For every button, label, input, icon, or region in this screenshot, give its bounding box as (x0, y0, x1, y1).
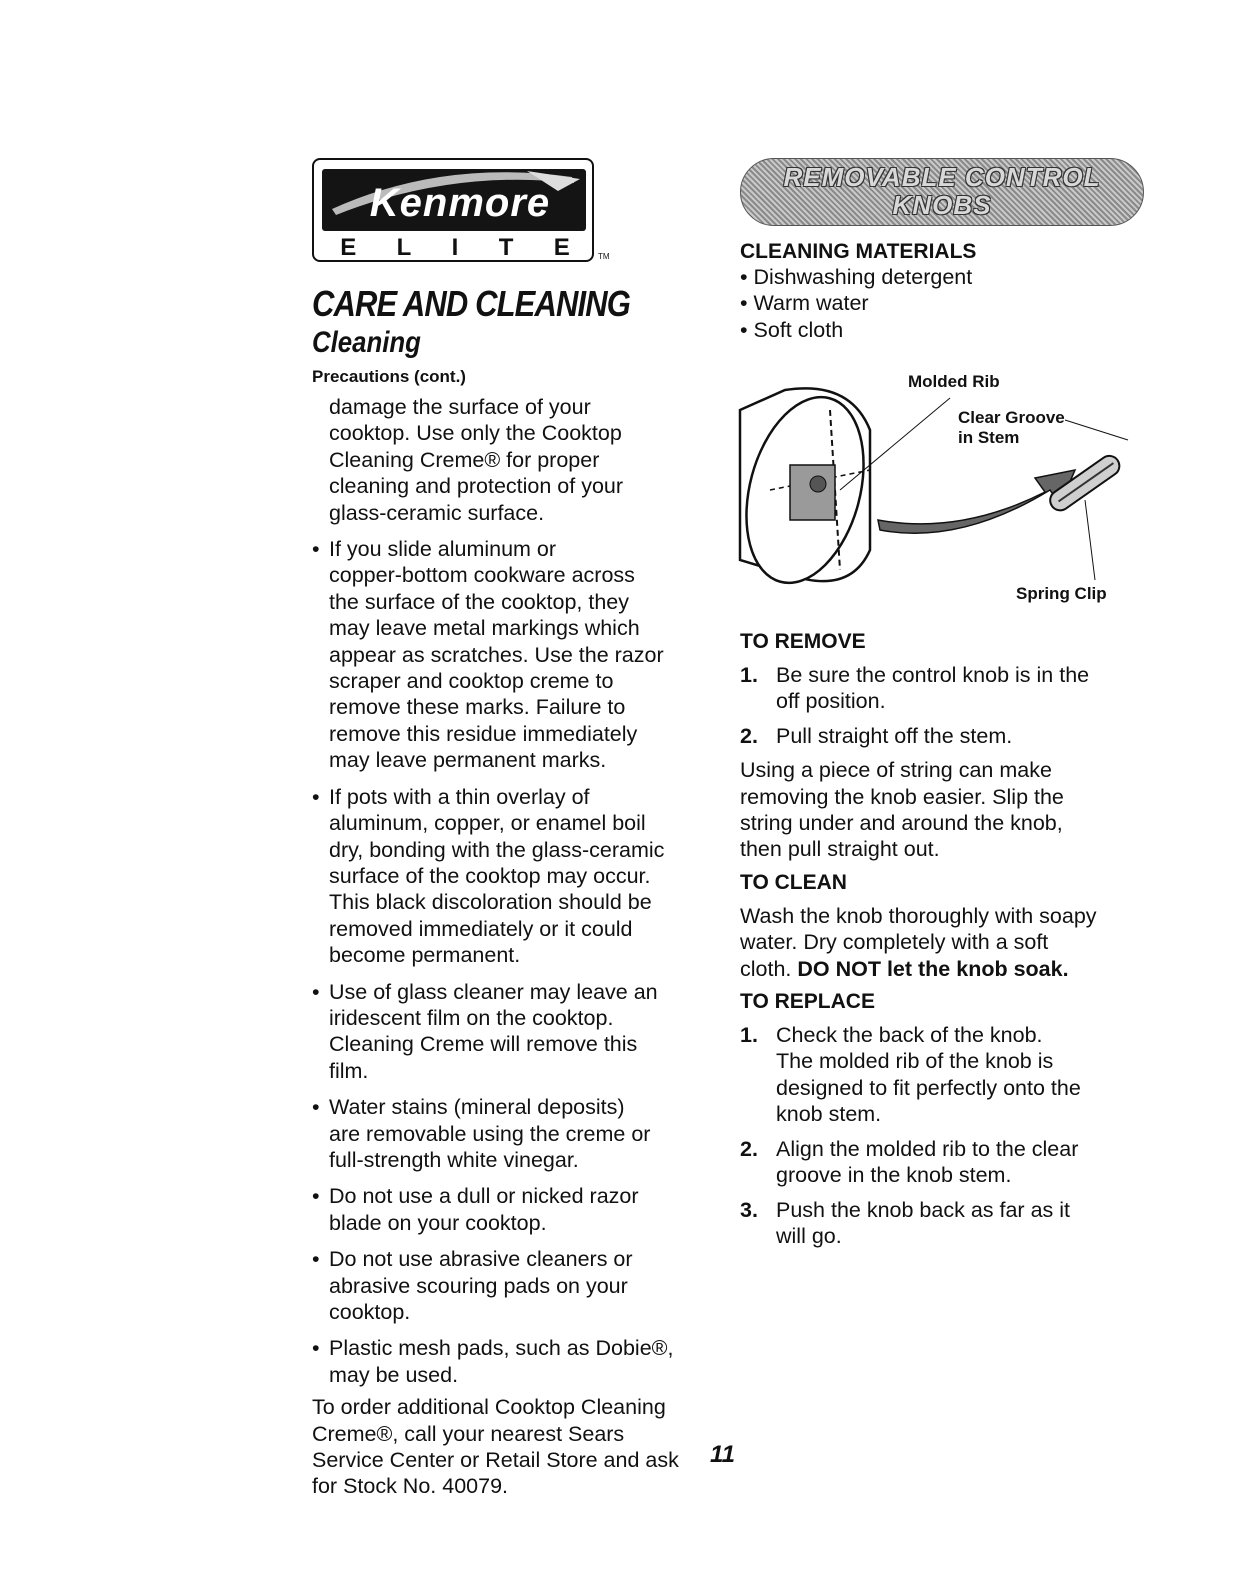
knob-diagram (730, 370, 1130, 610)
banner-title-line: KNOBS (892, 190, 992, 220)
logo-banner (322, 169, 586, 231)
left-column-text (312, 394, 712, 1500)
right-column-instructions (740, 630, 1150, 1249)
replace-step: 3. Push the knob back as far as it will go. (740, 1197, 1070, 1248)
clean-warning: DO NOT let the knob soak. (797, 956, 1069, 981)
section-heading: Precautions (cont.) (312, 367, 466, 386)
elite-letter: E (553, 234, 570, 261)
page-number: 11 (710, 1441, 735, 1468)
kenmore-elite-logo (312, 158, 614, 268)
bullet-dot-icon: • (312, 537, 320, 562)
bullet-dot-icon: • (312, 1095, 320, 1120)
remove-step: 2. Pull straight off the stem. (740, 723, 1013, 748)
elite-letter: E (340, 234, 357, 261)
right-column-top (740, 240, 1150, 343)
clean-heading: TO CLEAN (740, 870, 847, 894)
bullet-item: • If pots with a thin overlay of aluminum, copper, or enamel boil dry, bonding with the glass-ceramic surface of the cooktop may occur. This black discoloration should be removed immediately or it could become permanent. (312, 784, 665, 968)
order-paragraph: To order additional Cooktop Cleaning Creme®, call your nearest Sears Service Center or Retail Store and ask for Stock No. 40079. (312, 1395, 679, 1499)
materials-heading: CLEANING MATERIALS (740, 240, 977, 263)
clear-groove-label-line2: in Stem (958, 428, 1020, 447)
remove-note: Using a piece of string can make removing the knob easier. Slip the string under and around the knob, then pull straight out. (740, 758, 1064, 862)
list-item: • Dishwashing detergent (740, 265, 973, 289)
elite-letter: I (451, 234, 459, 261)
remove-heading: TO REMOVE (740, 630, 866, 653)
bullet-item: • Do not use a dull or nicked razor blade on your cooktop. (312, 1184, 639, 1235)
bullet-dot-icon: • (312, 784, 320, 809)
logo-wordmark: Kenmore (369, 181, 551, 225)
replace-heading: TO REPLACE (740, 990, 875, 1014)
intro-paragraph: damage the surface of your cooktop. Use only the Cooktop Cleaning Creme® for proper cleaning and protection of your glass-ceramic surface. (329, 395, 624, 525)
section-banner (740, 158, 1150, 228)
elite-letter: T (498, 234, 514, 261)
materials-list (740, 264, 1150, 343)
clean-paragraph: Wash the knob thoroughly with soapy water. Dry completely with a soft cloth. DO NOT let the knob soak. (740, 903, 1097, 981)
list-item: • Warm water (740, 291, 869, 316)
bullet-dot-icon: • (312, 979, 320, 1004)
bullet-item: • Use of glass cleaner may leave an iridescent film on the cooktop. Cleaning Creme will remove this film. (312, 979, 658, 1083)
logo-frame (312, 158, 594, 262)
clear-groove-label: Clear Groove (958, 408, 1065, 427)
bullet-item: • Water stains (mineral deposits) are removable using the creme or full-strength white vinegar. (312, 1095, 651, 1172)
bullet-dot-icon: • (312, 1336, 320, 1361)
banner-title-line: REMOVABLE CONTROL (783, 162, 1101, 192)
replace-step: 1. Check the back of the knob. The molded rib of the knob is designed to fit perfectly onto the knob stem. (740, 1023, 1081, 1127)
molded-rib-label: Molded Rib (908, 372, 1000, 391)
list-item: • Soft cloth (740, 317, 844, 342)
bullet-dot-icon: • (312, 1247, 320, 1272)
replace-step: 2. Align the molded rib to the clear groove in the knob stem. (740, 1136, 1079, 1188)
remove-step: 1. Be sure the control knob is in the off position. (740, 663, 1090, 714)
bullet-item: • Plastic mesh pads, such as Dobie®, may be used. (312, 1336, 674, 1387)
page-title: CARE AND CLEANING (312, 283, 630, 324)
knob-illustration (730, 370, 1130, 610)
spring-clip-label: Spring Clip (1016, 584, 1107, 603)
page-subtitle: Cleaning (312, 326, 421, 359)
bullet-item: • If you slide aluminum or copper-bottom cookware across the surface of the cooktop, they may leave metal markings which appear as scratches. Use the razor scraper and cooktop creme to remove these marks. Failure to remove this residue immediately may leave permanent marks. (312, 537, 664, 773)
elite-letter: L (396, 234, 412, 261)
logo-elite-letters (314, 234, 596, 260)
bullet-item: • Do not use abrasive cleaners or abrasive scouring pads on your cooktop. (312, 1247, 633, 1324)
trademark-mark: TM (598, 252, 610, 261)
bullet-dot-icon: • (312, 1184, 320, 1209)
